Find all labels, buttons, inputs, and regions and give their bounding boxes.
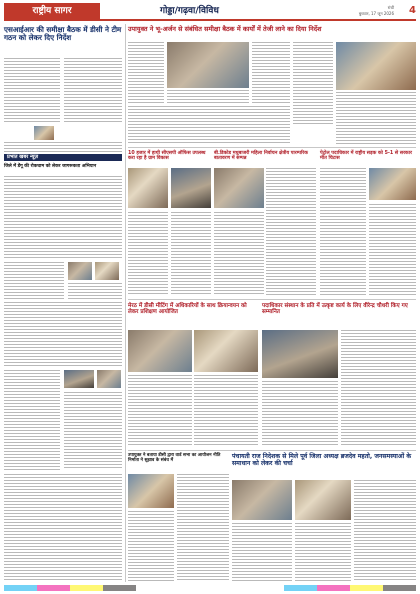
story-6-photo <box>369 168 416 200</box>
story-3-headline: जिले में डेंगू की रोकथाम को लेकर जागरूकता अभियान <box>4 164 97 169</box>
row-divider-3 <box>128 450 416 451</box>
story-8-body <box>262 381 338 447</box>
story-3-body <box>4 176 122 260</box>
story-8-photo <box>262 330 338 378</box>
row-divider-2 <box>128 299 416 300</box>
story-10-photo <box>232 480 292 520</box>
story-6-body <box>320 168 366 296</box>
story-3-body-4 <box>4 370 60 470</box>
masthead <box>4 3 416 21</box>
story-9-photo <box>128 474 174 508</box>
story-10-headline: पंचायती राज निदेशक से मिले पूर्व जिला अध्यक्ष ब्रजदेव महतो, जनसमस्याओं के समाधान को लेकर की चर्चा <box>232 453 412 467</box>
story-10-body-3 <box>295 523 351 582</box>
story-4-photo-2 <box>171 168 211 208</box>
story-7-photo <box>128 330 192 372</box>
story-3-body-2 <box>4 262 64 300</box>
story-3-body-3 <box>4 302 122 368</box>
story-3-photo-a <box>68 262 92 280</box>
story-9-body-2 <box>177 474 229 582</box>
story-5-photo <box>214 168 264 208</box>
print-registration-bar <box>4 585 416 591</box>
story-2-photo <box>167 42 249 88</box>
story-2-body-5 <box>128 106 290 144</box>
story-7-body <box>128 375 192 447</box>
row-divider-1 <box>128 147 416 148</box>
story-4-body-2 <box>171 212 211 296</box>
story-10-body-2 <box>232 523 292 582</box>
story-6-body-2 <box>369 204 416 296</box>
story-5-body-2 <box>214 212 264 296</box>
story-10-photo-2 <box>295 480 351 520</box>
story-4-headline: 10 हजार में हाथी सीएसपी ऑफिस उपलब्ध करा रहा है ग्राम विकास <box>128 151 206 162</box>
story-2-photo-2 <box>336 42 416 90</box>
news-box-header: प्रभात खबर न्यूज़ <box>4 154 122 161</box>
story-2-body-4 <box>336 92 416 144</box>
story-2-body-3 <box>293 42 333 124</box>
story-2-headline: उपायुक्त ने भू-अर्जन से संबंधित समीक्षा बैठक में कार्यों में तेजी लाने का दिया निर्देश <box>128 25 322 33</box>
story-3-photo-b <box>95 262 119 280</box>
story-5-headline: बी.डिकोड मधुबाजरी महिला निर्वाचन क्षेत्रीय पारम्परिक बातावरण में सम्पन्न <box>214 151 308 162</box>
story-3-body-6 <box>4 474 122 582</box>
story-2-body-2 <box>252 42 290 104</box>
page-number: 4 <box>409 5 416 16</box>
story-10-body <box>354 480 416 582</box>
story-1-body <box>4 58 60 124</box>
story-1-body-2 <box>64 58 122 124</box>
story-5-body <box>266 168 316 296</box>
brand-logo: राष्ट्रीय सागर <box>4 3 100 19</box>
city: रांची <box>387 5 394 10</box>
story-3-body-5 <box>64 392 122 470</box>
section-title: गोड्डा/गढ़वा/विविध <box>160 6 219 16</box>
story-3-caption <box>68 283 122 300</box>
story-3-photo-d <box>97 370 121 388</box>
story-9-headline: उपायुक्त ने बताया डीसी द्वारा वार्ड सभा का आयोजन नीति निर्माता ने सुझाव के संबंध में <box>128 453 221 463</box>
story-8-body-2 <box>341 330 416 447</box>
story-1-caption <box>4 142 122 152</box>
dateline <box>359 5 394 17</box>
story-2-caption <box>167 90 249 104</box>
story-4-photo <box>128 168 168 208</box>
story-2-body <box>128 42 164 104</box>
story-4-body <box>128 212 168 296</box>
story-1-photo <box>34 126 54 140</box>
column-divider <box>125 24 126 582</box>
story-3-photo-c <box>64 370 94 388</box>
story-8-headline: पदाधिकार संस्थान के प्रति में उत्कृष्ट कार्य के लिए वीरेन्द्र चौधरी किए गए सम्मानित <box>262 303 408 316</box>
story-7-body-2 <box>194 375 258 447</box>
story-7-photo-2 <box>194 330 258 372</box>
story-6-headline: पेट्रोल पदाधिकार में राष्ट्रीय सड़क को 5-1 से सरकार मीत चिटास <box>320 151 412 162</box>
story-7-headline: मेरठ में डीसी मीटिंग में अधिकारियों के साथ क्रियान्वयन को लेकर प्रशिक्षण आयोजित <box>128 303 247 316</box>
date: बुधवार, 17 जून 2026 <box>358 11 394 16</box>
story-1-headline: एसआईआर की समीक्षा बैठक में डीसी ने टीम गठन को लेकर दिए निर्देश <box>4 25 122 43</box>
story-9-body <box>128 511 174 582</box>
